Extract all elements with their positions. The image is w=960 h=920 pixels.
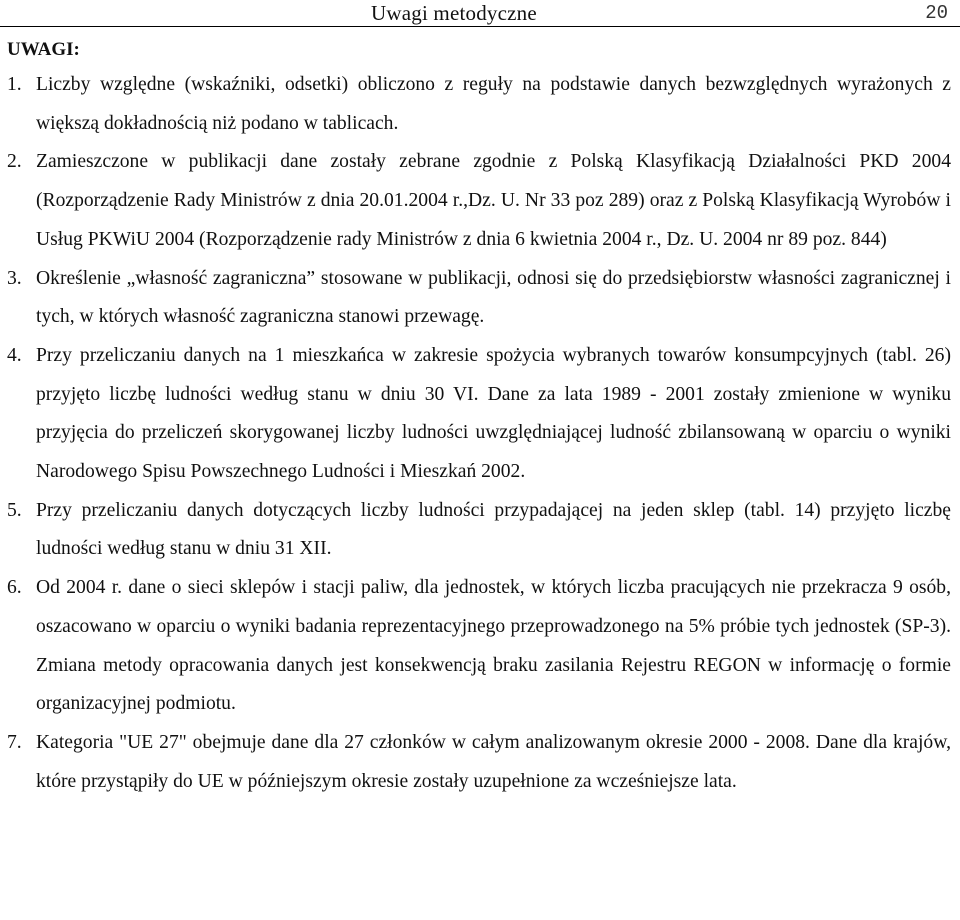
notes-heading: UWAGI:: [7, 39, 80, 60]
note-item-3: [0, 260, 951, 337]
notes-list: [0, 66, 960, 801]
note-item-7: [0, 724, 951, 801]
note-item-2: [0, 143, 951, 259]
note-text: Przy przeliczaniu danych na 1 mieszkańca w zakresie spożycia wybranych towarów konsumpcyjnych (tabl. 26) przyjęto liczbę ludności według stanu w dniu 30 VI. Dane za lata 1989 - 2001 zostały zmienione w wyniku przyjęcia do przeliczeń skorygowanej liczby ludności uwzględniającej ludność zbilansowaną w oparciu o wyniki Narodowego Spisu Powszechnego Ludności i Mieszkań 2002.: [36, 344, 951, 483]
note-item-5: [0, 492, 951, 569]
note-number: 4.: [7, 344, 22, 366]
note-item-4: [0, 337, 951, 492]
note-number: 6.: [7, 577, 22, 599]
note-text: Określenie „własność zagraniczna” stosowane w publikacji, odnosi się do przedsiębiorstw własności zagranicznej i tych, w których własność zagraniczna stanowi przewagę.: [36, 267, 951, 328]
note-number: 5.: [7, 499, 22, 521]
note-number: 2.: [7, 151, 22, 173]
note-text: Od 2004 r. dane o sieci sklepów i stacji paliw, dla jednostek, w których liczba pracujących nie przekracza 9 osób, oszacowano w oparciu o wyniki badania reprezentacyjnego przeprowadzonego na 5% próbie tych jednostek (SP-3). Zmiana metody opracowania danych jest konsekwencją braku zasilania Rejestru REGON w informację o formie organizacyjnej podmiotu.: [36, 577, 951, 715]
note-item-1: [0, 66, 951, 143]
note-number: 1.: [7, 74, 22, 95]
page-header: [0, 0, 960, 26]
note-text: Liczby względne (wskaźniki, odsetki) obliczono z reguły na podstawie danych bezwzględnych wyrażonych z większą dokładnością niż podano w tablicach.: [36, 74, 951, 134]
page-title: Uwagi metodyczne: [371, 1, 537, 25]
note-text: Przy przeliczaniu danych dotyczących liczby ludności przypadającej na jeden sklep (tabl. 14) przyjęto liczbę ludności według stanu w dniu 31 XII.: [36, 499, 951, 560]
note-item-6: [0, 569, 951, 724]
note-text: Kategoria "UE 27" obejmuje dane dla 27 członków w całym analizowanym okresie 2000 - 2008. Dane dla krajów, które przystąpiły do UE w późniejszym okresie zostały uzupełnione za wcześniejsze lata.: [36, 731, 951, 792]
note-text: Zamieszczone w publikacji dane zostały zebrane zgodnie z Polską Klasyfikacją Działalności PKD 2004 (Rozporządzenie Rady Ministrów z dnia 20.01.2004 r.,Dz. U. Nr 33 poz 289) oraz z Polską Klasyfikacją Wyrobów i Usług PKWiU 2004 (Rozporządzenie rady Ministrów z dnia 6 kwietnia 2004 r., Dz. U. 2004 nr 89 poz. 844): [36, 151, 951, 250]
note-number: 7.: [7, 731, 22, 753]
page-number: 20: [925, 2, 948, 24]
header-rule: [0, 26, 960, 27]
note-number: 3.: [7, 267, 22, 289]
